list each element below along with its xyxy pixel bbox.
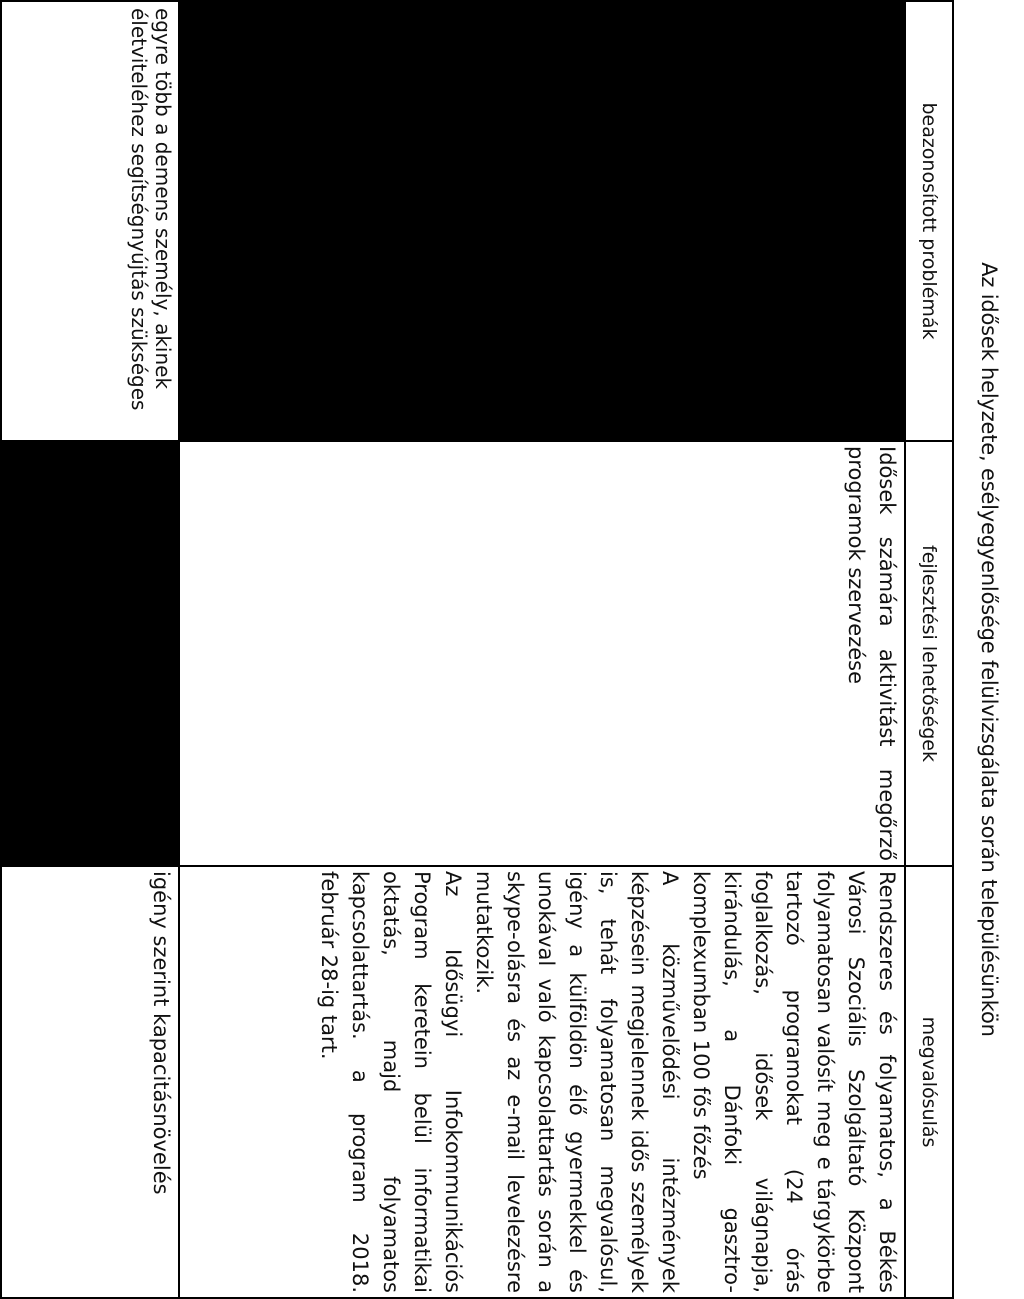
realization-paragraph-3: Az Idősügyi Infokommunikációs Program keretein belül informatikai oktatás, majd folyamatos kapcsolattartás. a program 2018. február 28-ig tart. <box>317 871 465 1293</box>
realization-cell-capacity <box>0 865 180 1299</box>
opportunity-text: Idősek számára aktivitást megőrző programok szervezése <box>844 446 899 861</box>
problem-cell-dementia <box>0 0 180 442</box>
header-problems: beazonosított problémák <box>904 0 954 442</box>
table-title: Az idősek helyzete, esélyegyenlősége felülvizsgálata során településünkön <box>977 262 1001 1037</box>
header-realization: megvalósulás <box>904 865 954 1299</box>
realization-paragraph-1: Rendszeres és folyamatos, a Békés Városi Szociális Szolgáltató Központ folyamatosan valósít meg e tárgykörbe tartozó programokat (24 órás foglalkozás, idősek világnapja, kirándulás, a Dánfoki gasztro-komplexumban 100 fős főzés <box>689 871 899 1293</box>
realization-text: igény szerint kapacitásnövelés <box>149 871 173 1195</box>
realization-cell <box>178 865 906 1299</box>
problem-text: egyre több a demens személy, akinek életviteléhez segítségnyújtás szükséges <box>127 8 175 411</box>
realization-paragraph-2: A közművelődési intézmények képzésein megjelennek idős személyek is, tehát folyamatosan megvalósul, igény a külföldön élő gyermekkel és unokával való kapcsolattartás során a skype-olásra és az e-mail levelezésre mutatkozik. <box>472 871 682 1293</box>
opportunity-cell <box>178 440 906 867</box>
redacted-problem-cell <box>178 0 906 442</box>
redacted-opportunity-cell <box>0 440 180 867</box>
header-opportunities: fejlesztési lehetőségek <box>904 440 954 867</box>
